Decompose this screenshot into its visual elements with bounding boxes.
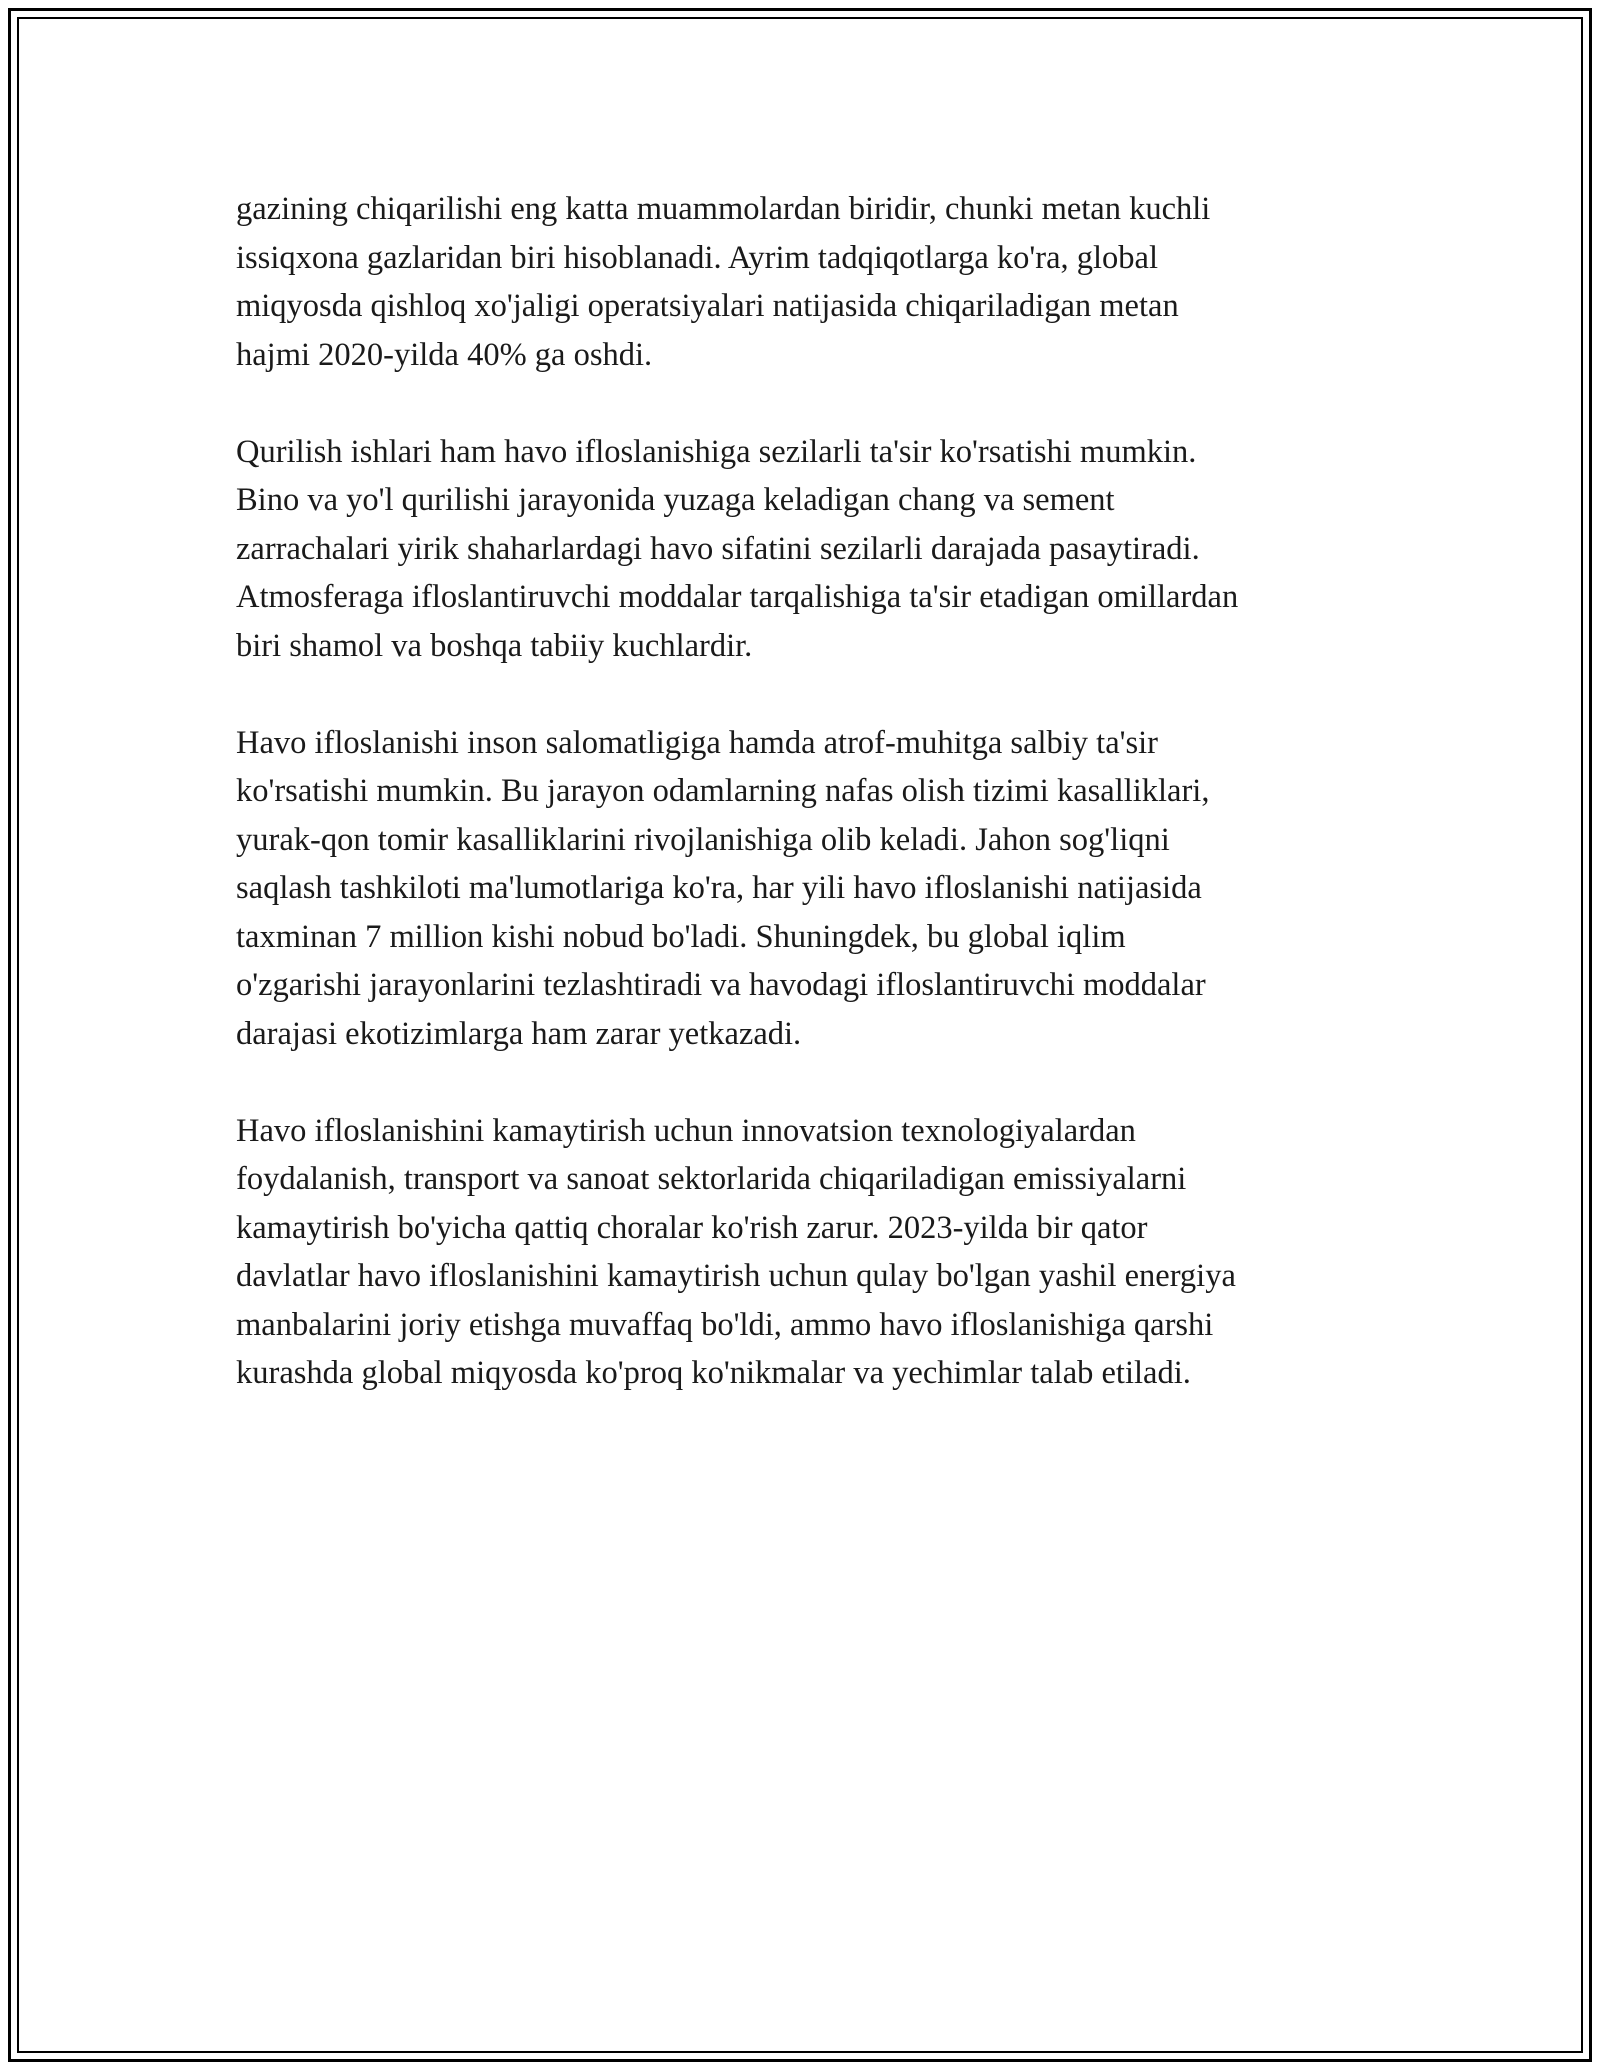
paragraph-solutions: Havo ifloslanishini kamaytirish uchun innovatsion texnologiyalardan foydalanish, transport va sanoat sektorlarida chiqariladigan emissiyalarni kamaytirish bo'yicha qattiq choralar ko'rish zarur. 2023-yilda bir qator davlatlar havo ifloslanishini kamaytirish uchun qulay bo'lgan yashil energiya manbalarini joriy etishga muvaffaq bo'ldi, ammo havo ifloslanishiga qarshi kurashda global miqyosda ko'proq ko'nikmalar va yechimlar talab etiladi.: [236, 1112, 1236, 1391]
paragraph-health-impact: Havo ifloslanishi inson salomatligiga hamda atrof-muhitga salbiy ta'sir ko'rsatishi mumkin. Bu jarayon odamlarning nafas olish tizimi kasalliklari, yurak-qon tomir kasalliklarini rivojlanishiga olib keladi. Jahon sog'liqni saqlash tashkiloti ma'lumotlariga ko'ra, har yili havo ifloslanishi natijasida taxminan 7 million kishi nobud bo'ladi. Shuningdek, bu global iqlim o'zgarishi jarayonlarini tezlashtiradi va havodagi ifloslantiruvchi moddalar darajasi ekotizimlarga ham zarar yetkazadi.: [236, 724, 1210, 1052]
paragraph-methane: gazining chiqarilishi eng katta muammolardan biridir, chunki metan kuchli issiqxona gazlaridan biri hisoblanadi. Ayrim tadqiqotlarga ko'ra, global miqyosda qishloq xo'jaligi operatsiyalari natijasida chiqariladigan metan hajmi 2020-yilda 40% ga oshdi.: [236, 191, 1211, 373]
document-body: [236, 185, 1386, 1446]
paragraph-construction: Qurilish ishlari ham havo ifloslanishiga sezilarli ta'sir ko'rsatishi mumkin. Bino va yo'l qurilishi jarayonida yuzaga keladigan chang va sement zarrachalari yirik shaharlardagi havo sifatini sezilarli darajada pasaytiradi. Atmosferaga ifloslantiruvchi moddalar tarqalishiga ta'sir etadigan omillardan biri shamol va boshqa tabiiy kuchlardir.: [236, 433, 1239, 664]
